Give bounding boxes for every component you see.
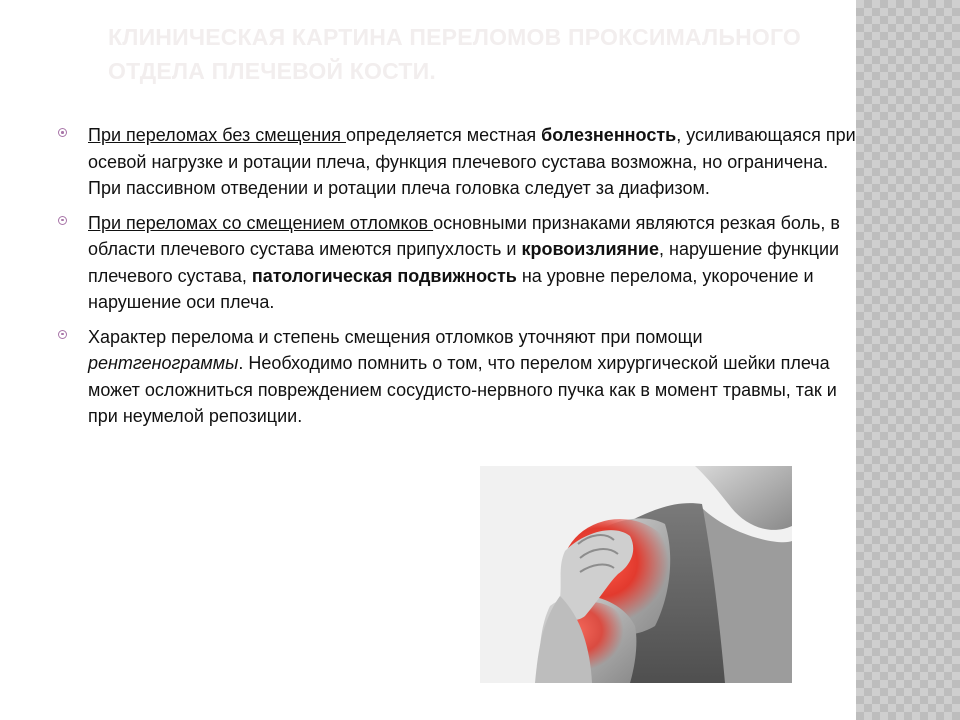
- text-run: на уровне перелома, укорочение и нарушение оси плеча.: [88, 265, 814, 312]
- bullet-icon: [58, 128, 67, 137]
- bold-term: патологическая подвижность: [251, 265, 517, 286]
- bullet-item-2: [58, 210, 858, 316]
- bullet-icon: [58, 330, 67, 339]
- text-run: , усиливающаяся при осевой нагрузке и ротации плеча, функция плечевого сустава возможна, но ограничена. При пассивном отведении и ротации плеча головка следует за диафизом.: [88, 125, 856, 198]
- bullet-item-3: [58, 324, 858, 430]
- underlined-phrase: При переломах со смещением отломков: [88, 212, 434, 233]
- bullet-text-1: [88, 122, 858, 202]
- bullet-text-2: [88, 210, 858, 316]
- text-run: . Необходимо помнить о том, что перелом хирургической шейки плеча может осложниться повреждением сосудисто-нервного пучка как в момент травмы, так и при неумелой репозиции.: [88, 353, 837, 426]
- text-run: Характер перелома и степень смещения отломков уточняют при помощи: [88, 326, 703, 347]
- underlined-phrase: При переломах без смещения: [88, 125, 347, 145]
- bold-term: болезненность: [541, 125, 677, 145]
- bullet-item-1: [58, 122, 858, 202]
- shoulder-pain-photo: [480, 466, 792, 683]
- italic-term: рентгенограммы: [88, 353, 239, 373]
- shoulder-pain-illustration: [480, 466, 792, 683]
- decorative-checker-strip: [856, 0, 960, 720]
- text-run: , нарушение функции плечевого сустава,: [88, 239, 840, 286]
- bold-term: кровоизлияние: [521, 239, 660, 259]
- slide-title: КЛИНИЧЕСКАЯ КАРТИНА ПЕРЕЛОМОВ ПРОКСИМАЛЬНОГО ОТДЕЛА ПЛЕЧЕВОЙ КОСТИ.: [108, 24, 802, 84]
- text-run: определяется местная: [346, 125, 542, 145]
- bullet-icon: [58, 216, 67, 225]
- text-run: основными признаками являются резкая боль, в области плечевого сустава имеются припухлость и: [88, 212, 840, 259]
- bullet-list: [58, 122, 858, 438]
- bullet-text-3: [88, 324, 858, 430]
